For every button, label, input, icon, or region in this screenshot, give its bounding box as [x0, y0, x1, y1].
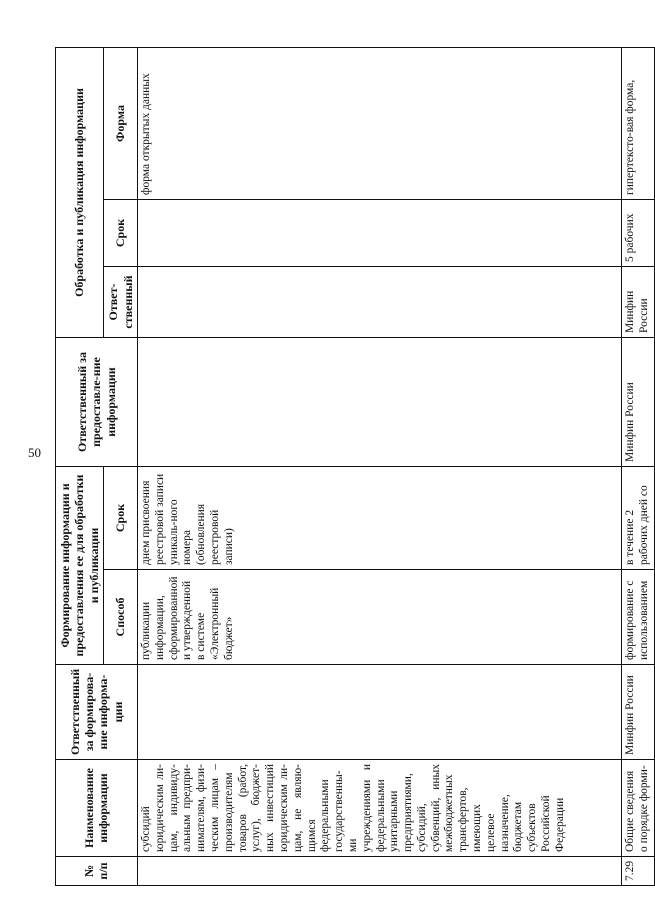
row-term: в течение 2 рабочих дней со [621, 467, 654, 570]
row-resp-provide: Минфин России [621, 338, 654, 467]
row-num: 7.29 [621, 857, 654, 886]
row-resp-form [137, 665, 621, 760]
document-table-area [55, 48, 650, 886]
header-proc-resp: Ответ-ственный [104, 267, 138, 338]
row-resp-form: Минфин России [621, 665, 654, 760]
header-resp-form: Ответственный за формирова-ние информа-ции [56, 665, 138, 760]
information-table [55, 47, 655, 886]
row-proc-resp [137, 267, 621, 338]
header-proc-term: Срок [104, 200, 138, 267]
header-num: № п/п [56, 857, 138, 886]
row-proc-form: гипертексто-вая форма, [621, 47, 654, 199]
row-resp-provide [137, 338, 621, 467]
header-processing-group: Обработка и публикация информации [56, 47, 104, 337]
rotated-page [55, 48, 650, 886]
row-method: формирование с использованием [621, 570, 654, 665]
header-method: Способ [104, 570, 138, 665]
header-term: Срок [104, 467, 138, 570]
header-formation-group: Формирование информации и предоставления ее для обработки и публикации [56, 467, 104, 665]
row-proc-term: 5 рабочих [621, 200, 654, 267]
row-proc-resp: Минфин России [621, 267, 654, 338]
header-row-1 [56, 47, 104, 885]
row-method: публикации информации, сформированной и утвержденной в системе «Электронный бюджет» [137, 570, 621, 665]
row-num [137, 857, 621, 886]
header-resp-provide: Ответственный за предоставле-ние информации [56, 338, 138, 467]
row-proc-term [137, 200, 621, 267]
header-proc-form: Форма [104, 47, 138, 199]
row-proc-form: форма открытых данных [137, 47, 621, 199]
page-number: 50 [28, 445, 41, 460]
row-name: субсидий юридическим ли-цам, индивиду-альным предпри-нимателям, физи-ческим лицам – производителям товаров (работ, услуг), бюджет-ных инвестиций юридическим ли-цам, не являю-щимся федеральными государственны-ми учреждениями и федеральными унитарными предприятиями, субсидий, субвенций, иных межбюджетных трансфертов, имеющих целевое назначение, бюджетам субъектов Российской Федерации [137, 760, 621, 857]
row-name: Общие сведения о порядке форми- [621, 760, 654, 857]
header-name: Наименование информации [56, 760, 138, 857]
table-row [621, 47, 654, 885]
table-row [137, 47, 621, 885]
row-term: днем присвоения реестровой записи уникаль-ного номера (обновления реестровой записи) [137, 467, 621, 570]
